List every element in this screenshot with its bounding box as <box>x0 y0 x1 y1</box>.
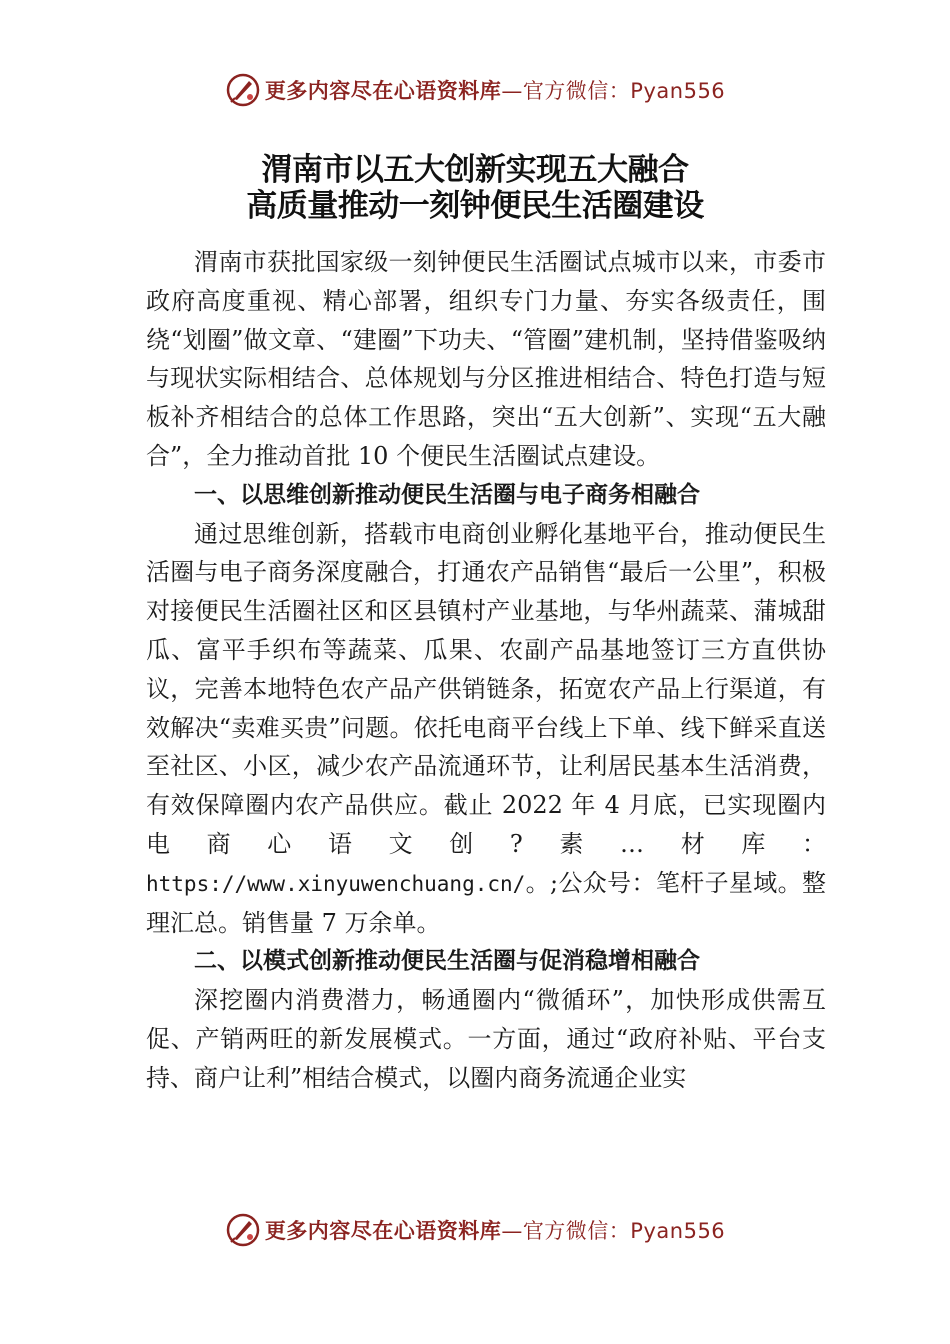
section-heading-1: 一、以思维创新推动便民生活圈与电子商务相融合 <box>194 481 700 508</box>
banner-text: 更多内容尽在心语资料库—官方微信：Pyan556 <box>264 1219 726 1243</box>
document-body <box>146 243 826 1098</box>
banner-contact: —官方微信：Pyan556 <box>501 79 726 103</box>
document-title-line-2: 高质量推动一刻钟便民生活圈建设 <box>246 188 704 224</box>
quill-pen-logo-icon <box>225 72 261 108</box>
header-watermark-banner <box>0 68 950 112</box>
section-1-paragraph <box>146 515 826 943</box>
section-1-text-a: 通过思维创新，搭载市电商创业孵化基地平台，推动便民生活圈与电子商务深度融合，打通农产品销售“最后一公里”，积极对接便民生活圈社区和区县镇村产业基地，与华州蔬菜、蒲城甜瓜、富平手织布等蔬菜、瓜果、农副产品基地签订三方直供协议，完善本地特色农产品产供销链条，拓宽农产品上行渠道，有效解决“卖难买贵”问题。依托电商平台线上下单、线下鲜采直送至社区、小区，减少农产品流通环节，让利居民基本生活消费，有效保障圈内农产品供应。截止 2022 年 4 月底，已实现圈内电商心语文创?素…材库： <box>146 519 826 858</box>
section-1-text-b: 。;公众号：笔杆子星域。整理汇总。销售量 7 万余单。 <box>146 868 826 937</box>
footer-watermark-banner <box>0 1208 950 1252</box>
banner-contact: —官方微信：Pyan556 <box>501 1219 726 1243</box>
section-1-url: https://www.xinyuwenchuang.cn/ <box>146 871 526 896</box>
quill-pen-logo-icon <box>225 1212 261 1248</box>
document-title-line-1: 渭南市以五大创新实现五大融合 <box>261 152 689 188</box>
banner-text: 更多内容尽在心语资料库—官方微信：Pyan556 <box>264 79 726 103</box>
intro-paragraph: 渭南市获批国家级一刻钟便民生活圈试点城市以来，市委市政府高度重视、精心部署，组织专门力量、夯实各级责任，围绕“划圈”做文章、“建圈”下功夫、“管圈”建机制，坚持借鉴吸纳与现状实际相结合、总体规划与分区推进相结合、特色打造与短板补齐相结合的总体工作思路，突出“五大创新”、实现“五大融合”，全力推动首批 10 个便民生活圈试点建设。 <box>146 248 826 470</box>
section-heading-2: 二、以模式创新推动便民生活圈与促消稳增相融合 <box>194 948 700 975</box>
section-2-paragraph: 深挖圈内消费潜力，畅通圈内“微循环”，加快形成供需互促、产销两旺的新发展模式。一方面，通过“政府补贴、平台支持、商户让利”相结合模式，以圈内商务流通企业实 <box>146 986 826 1092</box>
